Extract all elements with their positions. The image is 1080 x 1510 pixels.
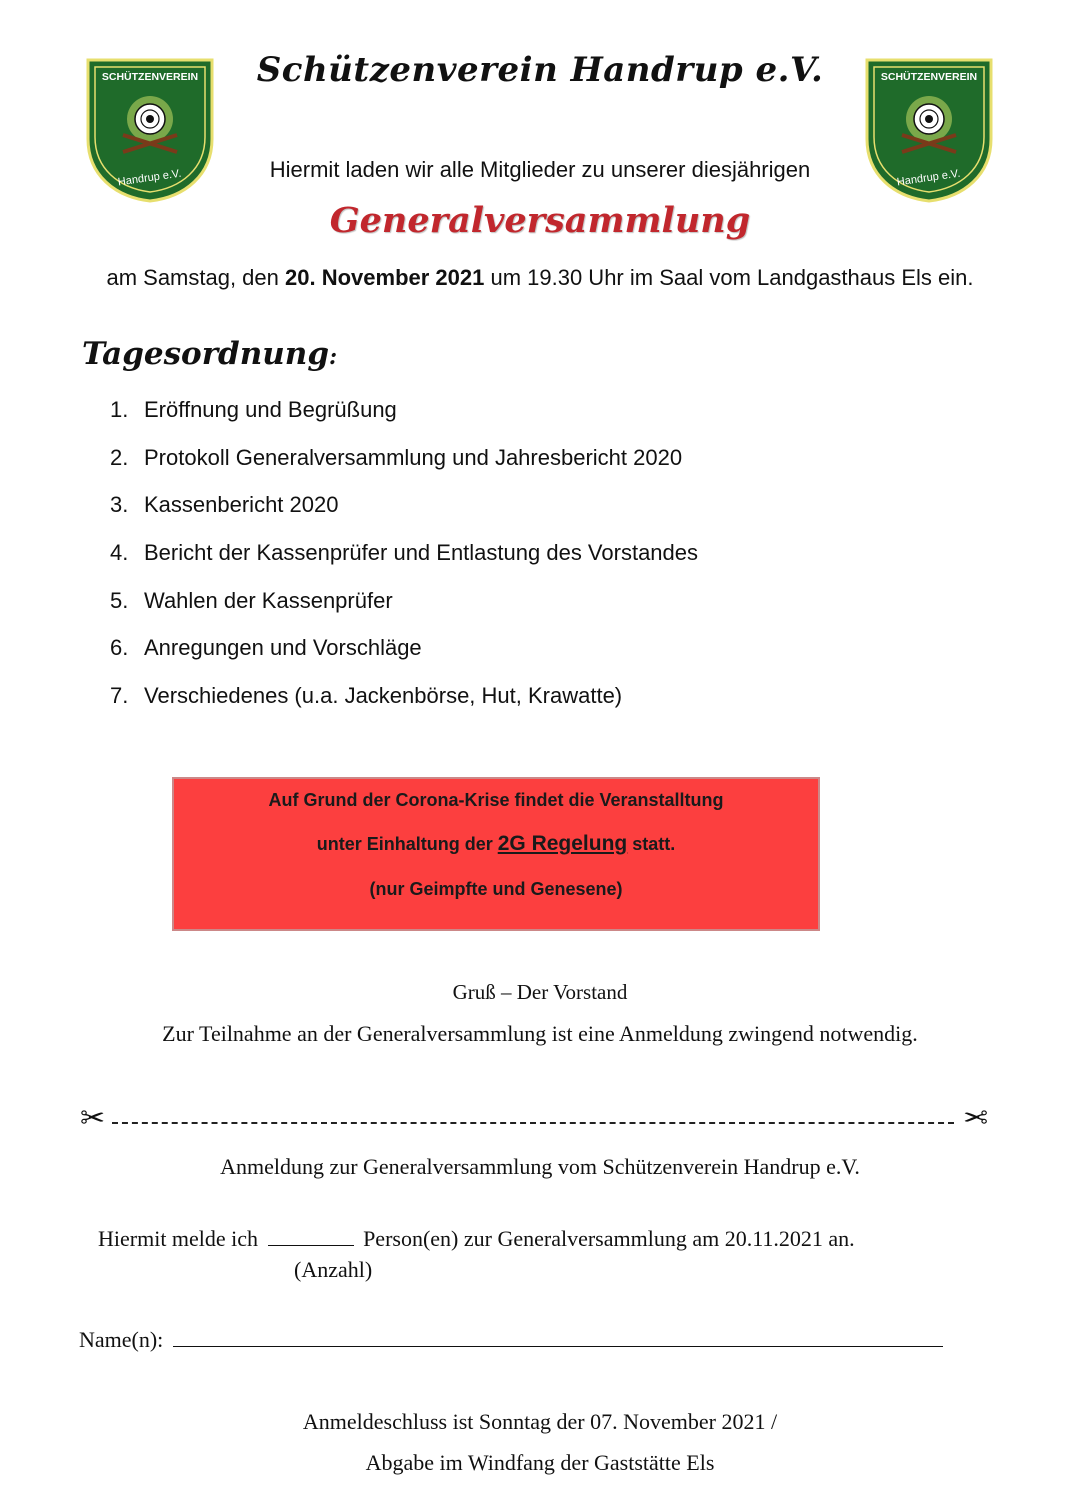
corona-notice-box [172,777,820,931]
logo-top-text: SCHÜTZENVEREIN [880,71,978,83]
dashed-divider [112,1122,954,1124]
agenda-item-text: Eröffnung und Begrüßung [144,397,397,422]
dropoff-location: Abgabe im Windfang der Gaststätte Els [365,1450,715,1475]
registration-line-pre: Hiermit melde ich [98,1226,259,1251]
names-row [79,1327,943,1353]
agenda-item-text: Protokoll Generalversammlung und Jahresbericht 2020 [144,444,683,470]
logo-bottom-text: Handrup e.V. [896,167,962,189]
registration-note: Zur Teilnahme an der Generalversammlung ist eine Anmeldung zwingend notwendig. [162,1021,918,1046]
deadline: Anmeldeschluss ist Sonntag der 07. November 2021 / [302,1409,778,1434]
agenda-item-text: Bericht der Kassenprüfer und Entlastung des Vorstandes [144,540,699,566]
agenda-item-text: Verschiedenes (u.a. Jackenbörse, Hut, Krawatte) [144,683,623,709]
date-pre: am Samstag, den [106,265,286,290]
agenda-item-text: Wahlen der Kassenprüfer [144,587,393,613]
event-date-line [0,265,1080,291]
names-label: Name(n): [79,1327,164,1352]
logo-bottom-text: Handrup e.V. [117,167,183,189]
agenda-item [110,537,698,585]
agenda-item [110,585,698,633]
person-count-field[interactable] [268,1227,354,1246]
notice-line-2-post: statt. [627,834,676,854]
count-hint: (Anzahl) [294,1257,373,1282]
agenda-item [110,442,698,490]
agenda-heading-colon: : [329,344,338,370]
invitation-intro: Hiermit laden wir alle Mitglieder zu unserer diesjährigen [269,157,811,182]
agenda-item-text: Anregungen und Vorschläge [144,635,422,661]
date-bold: 20. November 2021 [285,265,485,290]
agenda-item-number: 6. [110,635,129,661]
notice-line-2 [174,832,818,856]
form-title: Anmeldung zur Generalversammlung vom Schützenverein Handrup e.V. [220,1154,860,1179]
registration-line-post: Person(en) zur Generalversammlung am 20.11.2021 an. [363,1226,855,1251]
club-title: Schützenverein Handrup e.V. [256,50,824,90]
logo-top-text: SCHÜTZENVEREIN [101,71,199,83]
agenda-heading-text: Tagesordnung [82,336,330,372]
agenda-item [110,489,698,537]
notice-2g-rule: 2G Regelung [497,832,628,855]
greeting: Gruß – Der Vorstand [452,980,628,1004]
names-field[interactable] [173,1328,943,1347]
agenda-item-number: 3. [110,492,129,518]
agenda-item [110,632,698,680]
notice-line-2-pre: unter Einhaltung der [316,834,498,854]
cut-line [80,1101,988,1136]
event-title: Generalversammlung [329,200,751,241]
notice-line-3: (nur Geimpfte und Genesene) [369,879,623,899]
scissors-icon: ✂ [80,1101,106,1136]
agenda-item-number: 1. [110,397,129,422]
agenda-item-number: 7. [110,683,129,709]
agenda-item-text: Kassenbericht 2020 [144,492,339,518]
agenda-item-number: 2. [110,444,129,470]
scissors-icon: ✂ [962,1101,988,1136]
agenda-item-number: 5. [110,587,129,613]
agenda-item [110,680,698,728]
agenda-item [110,394,698,442]
agenda-list [110,394,698,728]
date-post: um 19.30 Uhr im Saal vom Landgasthaus Els ein. [484,265,974,290]
notice-line-1: Auf Grund der Corona-Krise findet die Veranstalltung [268,790,724,810]
agenda-item-number: 4. [110,540,129,566]
agenda-heading [82,336,337,372]
registration-line [98,1226,855,1252]
